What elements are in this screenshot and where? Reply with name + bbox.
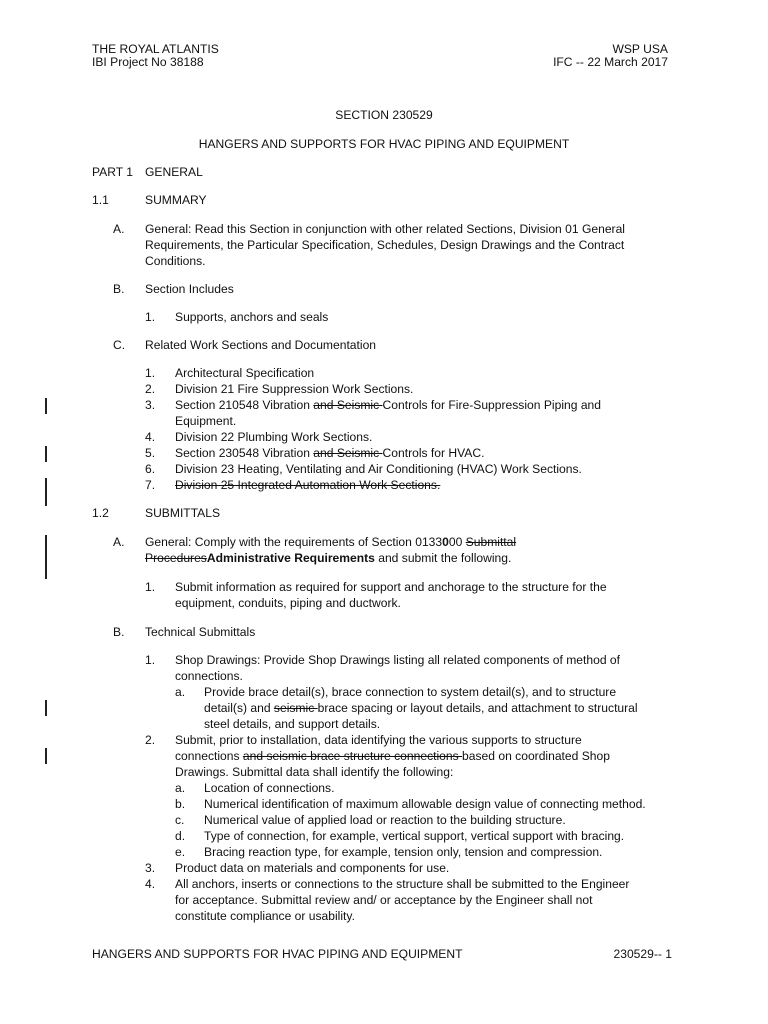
list-number: 3.: [145, 861, 156, 875]
header-company: WSP USA: [612, 42, 668, 56]
list-number: 1.: [145, 310, 156, 324]
list-item-text: Division 22 Plumbing Work Sections.: [175, 430, 373, 444]
deleted-text: Submittal: [465, 535, 517, 549]
section-number: SECTION 230529: [335, 108, 433, 122]
paragraph-text: ProceduresAdministrative Requirements and submit the following.: [145, 551, 512, 565]
sub-item-text: Provide brace detail(s), brace connection to system detail(s), and to structure: [204, 685, 617, 699]
list-item-text: Division 23 Heating, Ventilating and Air Conditioning (HVAC) Work Sections.: [175, 462, 582, 476]
paragraph-letter: A.: [113, 222, 125, 236]
paragraph-text: Conditions.: [145, 254, 206, 268]
sub-item-text: Numerical value of applied load or reaction to the building structure.: [204, 813, 566, 827]
paragraph-text: Related Work Sections and Documentation: [145, 338, 377, 352]
paragraph-text: Section Includes: [145, 282, 234, 296]
revision-bar: [45, 748, 47, 764]
list-number: 7.: [145, 478, 156, 492]
footer-title: HANGERS AND SUPPORTS FOR HVAC PIPING AND EQUIPMENT: [92, 947, 463, 961]
list-item-text: Division 21 Fire Suppression Work Sections.: [175, 382, 414, 396]
list-number: 4.: [145, 877, 156, 891]
sub-item-text: Bracing reaction type, for example, tension only, tension and compression.: [204, 845, 603, 859]
deleted-text: and Seismic: [313, 446, 383, 460]
deleted-list-item: [145, 477, 440, 493]
sub-item-text: Type of connection, for example, vertical support, vertical support with bracing.: [204, 829, 625, 843]
paragraph-text: General: Read this Section in conjunction with other related Sections, Division 01 General: [145, 222, 625, 236]
deleted-text: seismic: [273, 701, 318, 715]
list-item-text: Submit information as required for support and anchorage to the structure for the: [175, 580, 607, 594]
list-number: 1.: [145, 366, 156, 380]
sub-item-text: Numerical identification of maximum allowable design value of connecting method.: [204, 797, 646, 811]
list-item-text: Equipment.: [175, 414, 237, 428]
list-number: 1.: [145, 580, 156, 594]
list-item-text: connections and seismic brace structure connections based on coordinated Shop: [175, 749, 610, 763]
article-title: SUMMARY: [145, 193, 207, 207]
list-number: 3.: [145, 398, 156, 412]
list-item-text: equipment, conduits, piping and ductwork.: [175, 596, 401, 610]
list-item-text: for acceptance. Submittal review and/ or acceptance by the Engineer shall not: [175, 893, 593, 907]
part-title: GENERAL: [145, 165, 203, 179]
list-item-text: Section 210548 Vibration and Seismic Controls for Fire-Suppression Piping and: [175, 398, 601, 412]
sub-item-letter: a.: [175, 685, 186, 699]
list-item-text: Supports, anchors and seals: [175, 310, 329, 324]
revision-bar: [45, 398, 47, 414]
paragraph-letter: C.: [113, 338, 126, 352]
sub-item-text: detail(s) and seismic brace spacing or layout details, and attachment to structural: [204, 701, 638, 715]
list-item-text: Product data on materials and components for use.: [175, 861, 450, 875]
sub-item-text: Location of connections.: [204, 781, 335, 795]
list-item-text: Division 25 Integrated Automation Work Sections.: [175, 478, 441, 492]
list-number: 2.: [145, 382, 156, 396]
list-item-text: connections.: [175, 669, 243, 683]
sub-item-letter: d.: [175, 829, 186, 843]
part-number: PART 1: [92, 165, 134, 179]
list-item-text: constitute compliance or usability.: [175, 909, 355, 923]
list-item-text: Architectural Specification: [175, 366, 315, 380]
sub-item-letter: e.: [175, 845, 186, 859]
list-number: 6.: [145, 462, 156, 476]
article-title: SUBMITTALS: [145, 506, 221, 520]
header-issue-date: IFC -- 22 March 2017: [553, 55, 668, 69]
list-item-text: Section 230548 Vibration and Seismic Controls for HVAC.: [175, 446, 485, 460]
paragraph-letter: B.: [113, 282, 125, 296]
sub-item-letter: a.: [175, 781, 186, 795]
article-number: 1.1: [92, 193, 109, 207]
list-number: 5.: [145, 446, 156, 460]
section-title: HANGERS AND SUPPORTS FOR HVAC PIPING AND EQUIPMENT: [198, 137, 570, 151]
list-item-text: Submit, prior to installation, data identifying the various supports to structure: [175, 733, 582, 747]
sub-item-letter: c.: [175, 813, 185, 827]
list-item-text: All anchors, inserts or connections to the structure shall be submitted to the Engineer: [175, 877, 630, 891]
sub-item-text: steel details, and support details.: [204, 717, 381, 731]
paragraph-letter: B.: [113, 625, 125, 639]
paragraph-letter: A.: [113, 535, 125, 549]
revision-bar: [45, 478, 47, 506]
paragraph-text: General: Comply with the requirements of Section 0133000 Submittal: [145, 535, 517, 549]
page-number: 230529-- 1: [613, 947, 672, 961]
inserted-text: Administrative Requirements: [206, 551, 375, 565]
list-item-text: Drawings. Submittal data shall identify the following:: [175, 765, 454, 779]
list-number: 4.: [145, 430, 156, 444]
list-number: 2.: [145, 733, 156, 747]
deleted-text: Procedures: [145, 551, 207, 565]
header-project-name: THE ROYAL ATLANTIS: [92, 42, 219, 56]
list-item-text: Shop Drawings: Provide Shop Drawings listing all related components of method of: [175, 653, 621, 667]
list-number: 1.: [145, 653, 156, 667]
article-number: 1.2: [92, 506, 109, 520]
paragraph-text: Requirements, the Particular Specification, Schedules, Design Drawings and the Contract: [145, 238, 625, 252]
revision-bar: [45, 535, 47, 579]
header-project-number: IBI Project No 38188: [92, 55, 204, 69]
sub-item-letter: b.: [175, 797, 186, 811]
deleted-text: and seismic brace structure connections: [242, 749, 463, 763]
deleted-text: and Seismic: [313, 398, 383, 412]
revision-bar: [45, 700, 47, 716]
paragraph-text: Technical Submittals: [145, 625, 256, 639]
revision-bar: [45, 446, 47, 462]
